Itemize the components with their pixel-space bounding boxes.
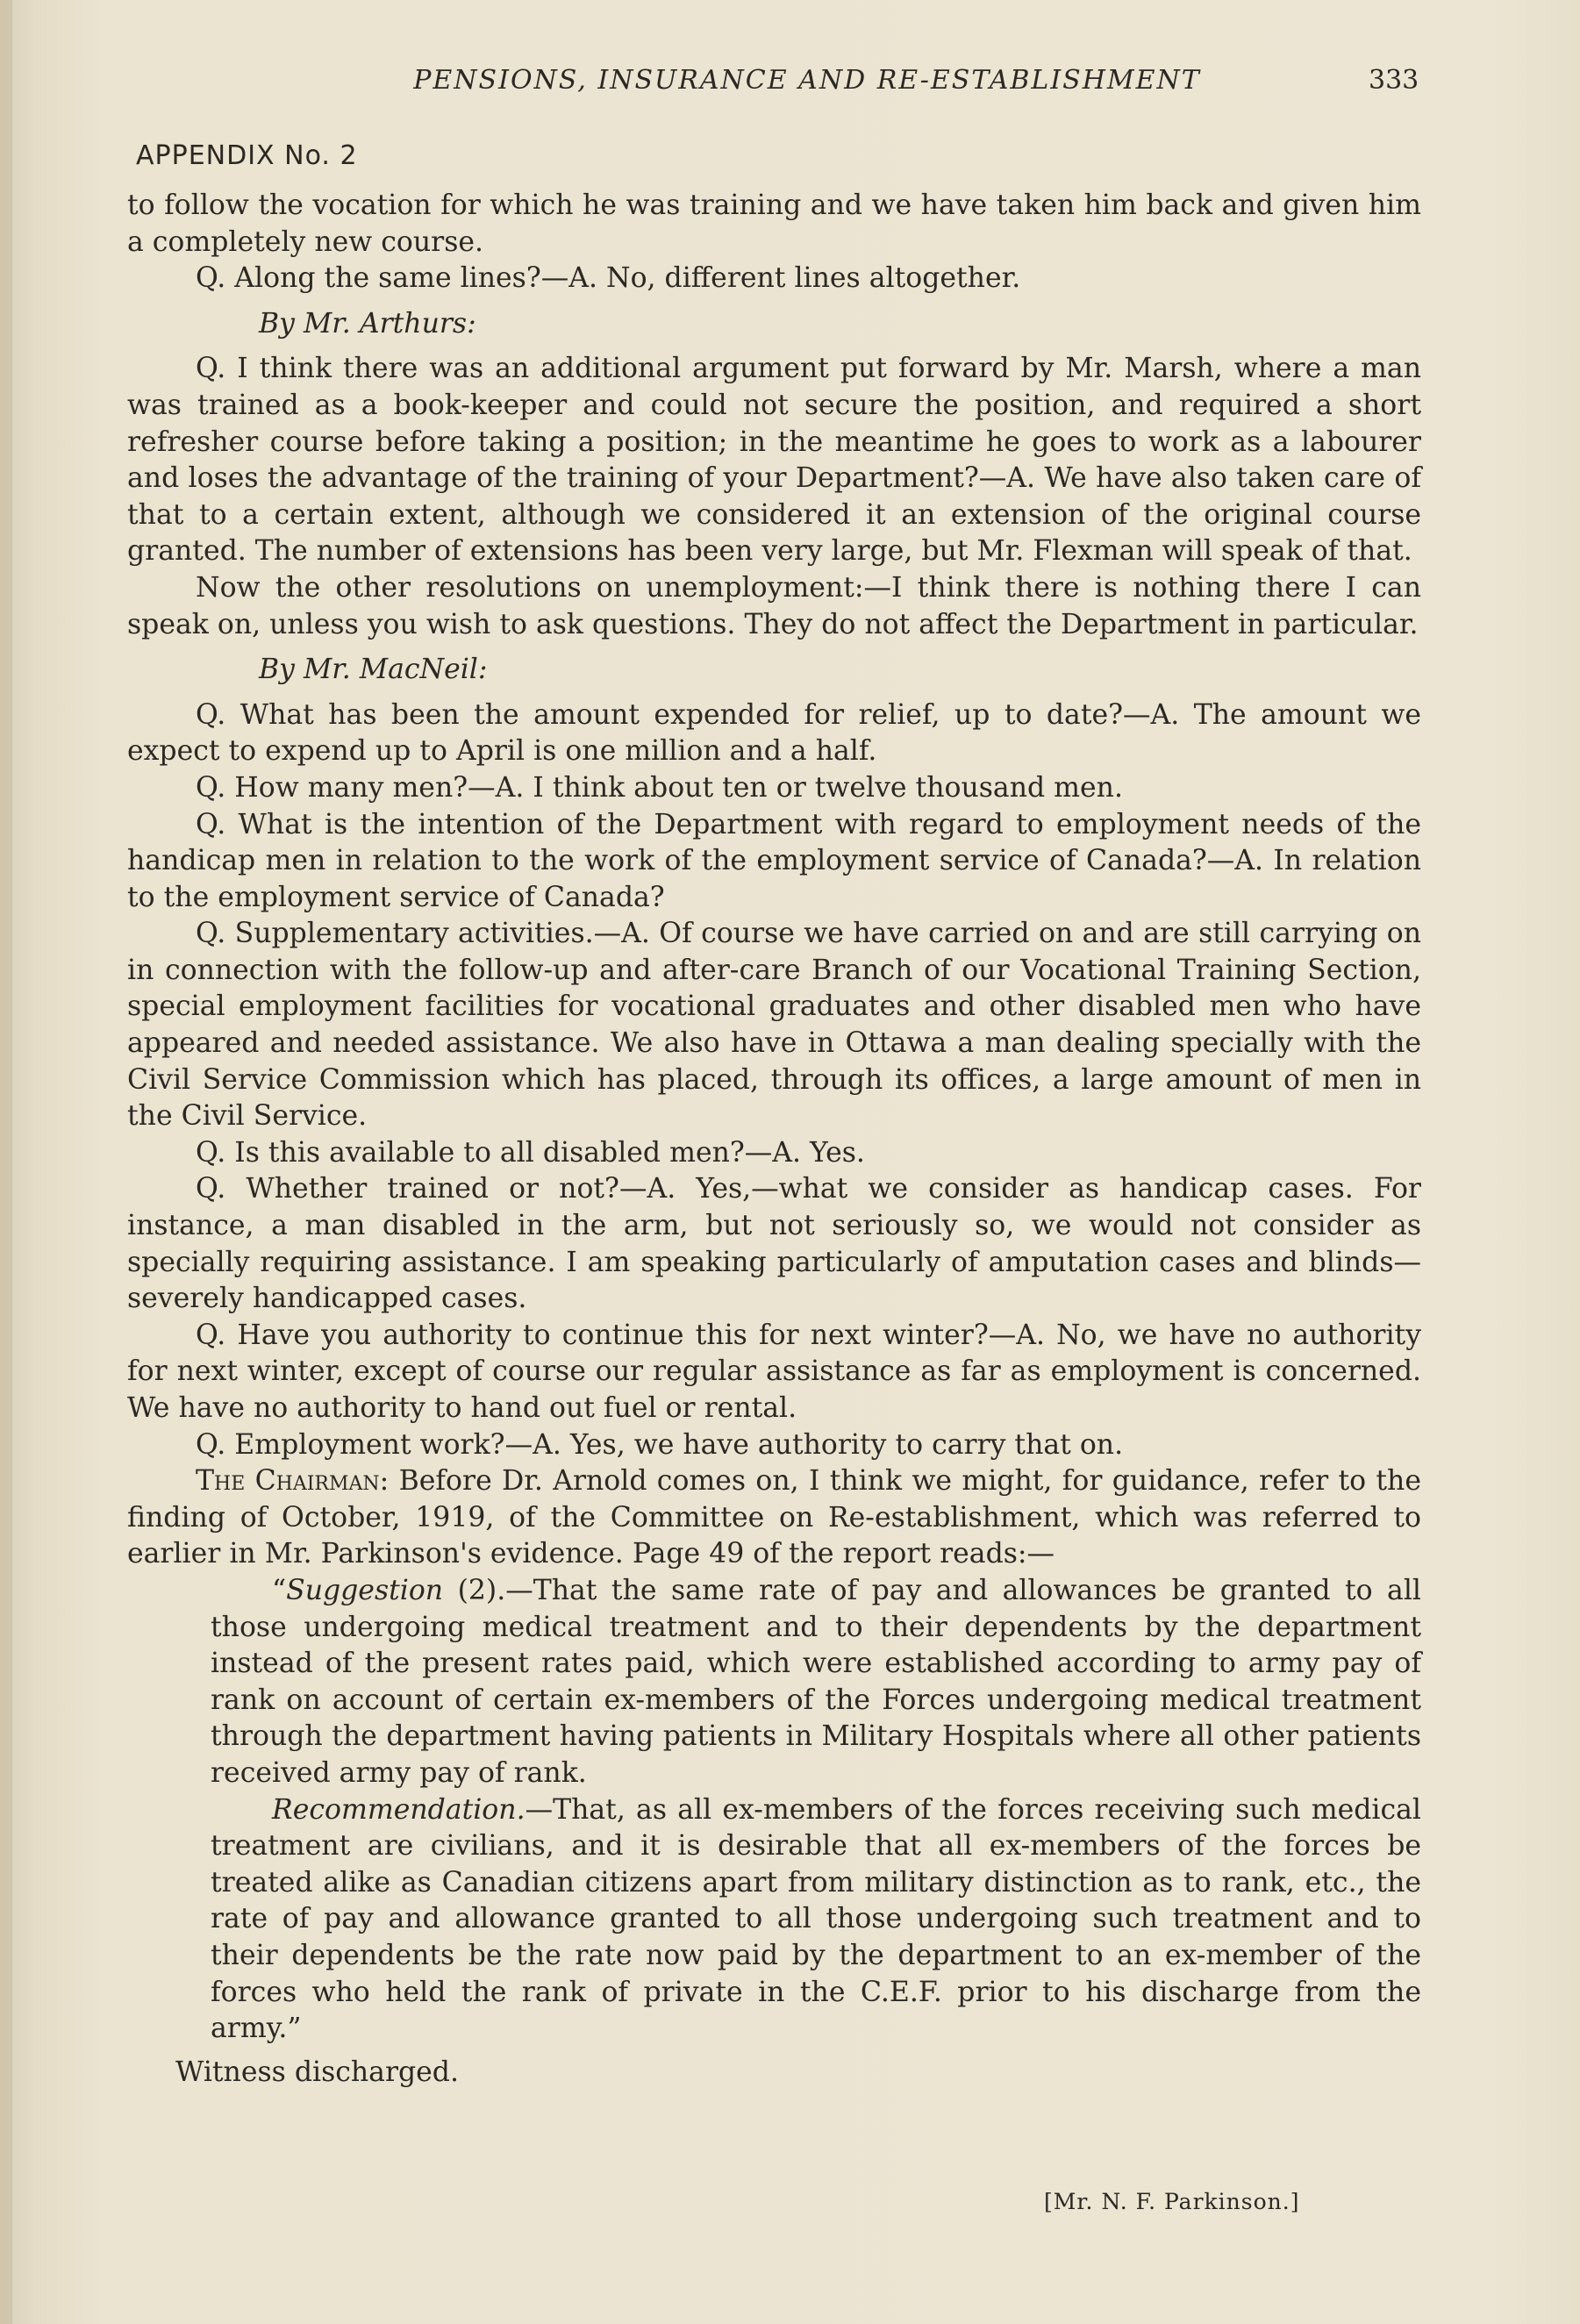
paragraph: Q. Whether trained or not?—A. Yes,—what we consider as handicap cases. For instance, a man disabled in the arm, but not seriously so, we would not consider as specially requiring assistance. I am speaking particularly of amputation cases and blinds—severely handicapped cases. bbox=[127, 1173, 1421, 1315]
paragraph: to follow the vocation for which he was training and we have taken him back and given him a completely new course. bbox=[127, 189, 1421, 258]
witness-discharged: Witness discharged. bbox=[175, 2056, 459, 2088]
open-quote: “ bbox=[272, 1574, 287, 1606]
page-number: 333 bbox=[1369, 65, 1419, 96]
suggestion-label: Suggestion bbox=[286, 1574, 444, 1606]
paragraph: Q. Have you authority to continue this for next winter?—A. No, we have no authority for next winter, except of course our regular assistance as far as employment is concerned. We have no authority to hand out fuel or rental. bbox=[127, 1319, 1421, 1424]
paragraph: Q. Supplementary activities.—A. Of course we have carried on and are still carrying on in connection with the follow-up and after-care Branch of our Vocational Training Section, special employment facilities for vocational graduates and other disabled men who have appeared and needed assistance. We also have in Ottawa a man dealing specially with the Civil Service Commission which has placed, through its offices, a large amount of men in the Civil Service. bbox=[127, 918, 1421, 1133]
binding-edge bbox=[0, 0, 12, 2324]
attribution: [Mr. N. F. Parkinson.] bbox=[1044, 2189, 1300, 2214]
quote-recommendation bbox=[127, 1792, 1421, 2048]
paragraph bbox=[127, 1463, 1421, 1573]
paragraph: Q. What has been the amount expended for relief, up to date?—A. The amount we expect to expend up to April is one million and a half. bbox=[127, 698, 1421, 768]
paragraph: Q. Employment work?—A. Yes, we have authority to carry that on. bbox=[196, 1428, 1124, 1461]
appendix-label: APPENDIX No. 2 bbox=[136, 140, 358, 171]
paragraph: Q. How many men?—A. I think about ten or twelve thousand men. bbox=[196, 771, 1123, 804]
quote-suggestion bbox=[127, 1573, 1421, 1792]
recommendation-text: —That, as all ex-members of the forces receiving such medical treatment are civilians, and it is desirable that all ex-members of the forces be treated alike as Canadian citizens apart from military distinction as to rank, etc., the rate of pay and allowance granted to all those undergoing such treatment and to their dependents be the rate now paid by the department to an ex-member of the forces who held the rank of private in the C.E.F. prior to his discharge from the army.” bbox=[211, 1793, 1421, 2045]
paragraph: Q. Is this available to all disabled men?—A. Yes. bbox=[196, 1136, 865, 1169]
running-title: PENSIONS, INSURANCE AND RE-ESTABLISHMENT bbox=[413, 65, 1201, 96]
recommendation-label: Recommendation. bbox=[272, 1793, 525, 1826]
paragraph-text: Before Dr. Arnold comes on, I think we might, for guidance, refer to the finding of October, 1919, of the Committee on Re-establishment, which was referred to earlier in Mr. Parkinson's evidence. Page 49 of the report reads:— bbox=[127, 1465, 1421, 1570]
paragraph: Q. What is the intention of the Department with regard to employment needs of the handicap men in relation to the work of the employment service of Canada?—A. In relation to the employment service of Canada? bbox=[127, 808, 1421, 913]
speaker-heading: By Mr. Arthurs: bbox=[259, 307, 476, 340]
body-text bbox=[127, 188, 1421, 2091]
paragraph: Q. Along the same lines?—A. No, different lines altogether. bbox=[196, 262, 1021, 295]
paragraph: Q. I think there was an additional argument put forward by Mr. Marsh, where a man was trained as a book-keeper and could not secure the position, and required a short refresher course before taking a position; in the meantime he goes to work as a labourer and loses the advantage of the training of your Department?—A. We have also taken care of that to a certain extent, although we considered it an extension of the original course granted. The number of extensions has been very large, but Mr. Flexman will speak of that. bbox=[127, 353, 1421, 568]
paragraph: Now the other resolutions on unemployment:—I think there is nothing there I can speak on, unless you wish to ask questions. They do not affect the Department in particular. bbox=[127, 571, 1421, 640]
chairman-label: The Chairman: bbox=[196, 1465, 390, 1498]
speaker-heading: By Mr. MacNeil: bbox=[259, 654, 488, 686]
suggestion-text: (2).—That the same rate of pay and allowances be granted to all those undergoing medical treatment and to their dependents by the department instead of the present rates paid, which were established according to army pay of rank on account of certain ex-members of the Forces undergoing medical treatment through the department having patients in Military Hospitals where all other patients received army pay of rank. bbox=[211, 1574, 1421, 1789]
